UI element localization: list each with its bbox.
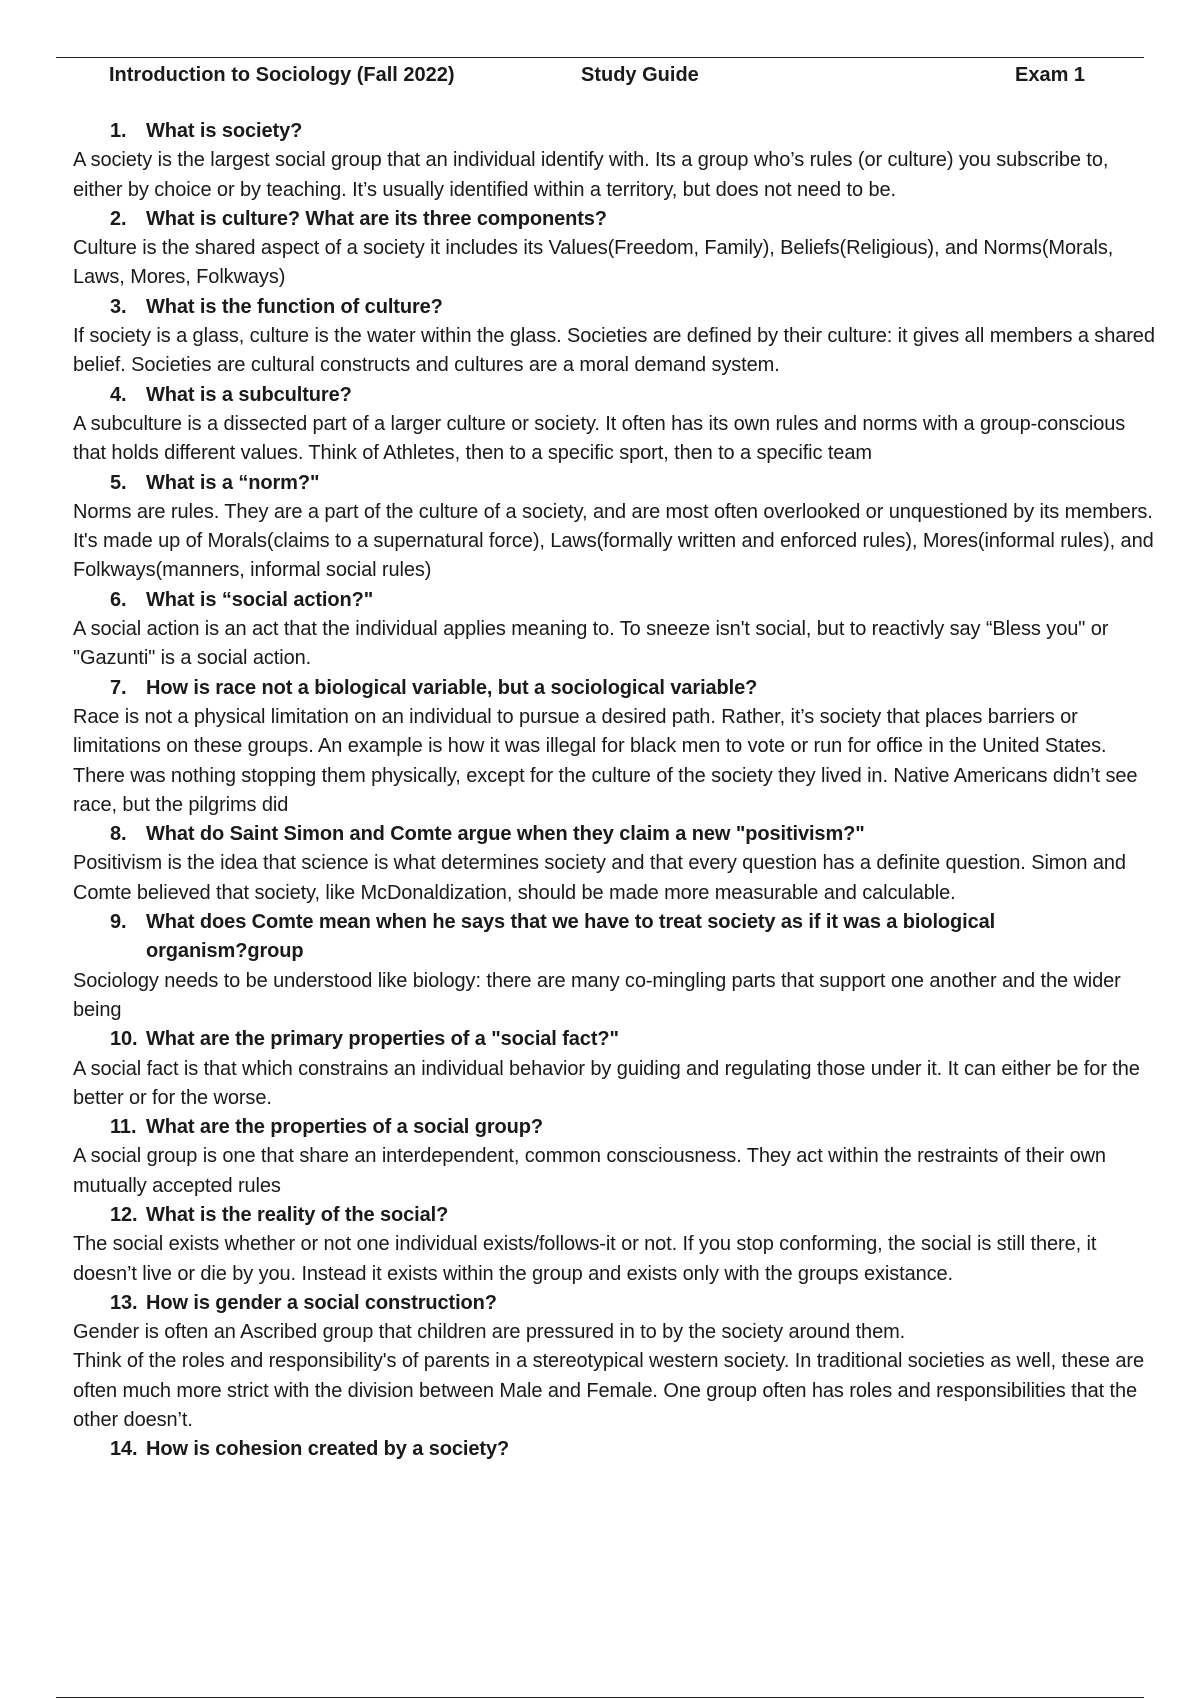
- question-text: What is “social action?": [146, 588, 374, 611]
- course-title: Introduction to Sociology (Fall 2022): [109, 64, 455, 86]
- answer-text: Positivism is the idea that science is what determines society and that every question has a definite question. Simon and Comte believed that society, like McDonaldization, should be made more measurable and calculable.: [73, 852, 1126, 904]
- question-number: 6.: [110, 588, 127, 611]
- question-heading: [73, 674, 1163, 703]
- answer-text: Race is not a physical limitation on an individual to pursue a desired path. Rather, it’s society that places barriers or limitations on these groups. An example is how it was illegal for black men to vote or run for office in the United States. There was nothing stopping them physically, except for the culture of the society they lived in. Native Americans didn’t see race, but the pilgrims did: [73, 705, 1138, 816]
- question-heading: [73, 205, 1163, 234]
- question-item: [73, 1201, 1163, 1289]
- document-type: Study Guide: [581, 64, 699, 86]
- question-text: What is the reality of the social?: [146, 1203, 449, 1226]
- answer-text: Culture is the shared aspect of a society it includes its Values(Freedom, Family), Beliefs(Religious), and Norms(Morals, Laws, Mores, Folkways): [73, 237, 1114, 289]
- page-header: [0, 60, 1200, 90]
- question-heading: [73, 908, 1163, 967]
- question-heading: [73, 586, 1163, 615]
- question-text: How is gender a social construction?: [146, 1291, 497, 1314]
- question-item: [73, 1435, 1163, 1464]
- answer-text: Gender is often an Ascribed group that children are pressured in to by the society around them.: [73, 1321, 906, 1344]
- question-heading: [73, 381, 1163, 410]
- footer-rule: [56, 1697, 1144, 1698]
- question-number: 13.: [110, 1291, 138, 1314]
- question-item: [73, 1113, 1163, 1201]
- question-heading: [73, 293, 1163, 322]
- question-text: What is culture? What are its three components?: [146, 207, 607, 230]
- question-item: [73, 205, 1163, 293]
- question-text: What is the function of culture?: [146, 295, 443, 318]
- question-heading: [73, 1201, 1163, 1230]
- answer-text: If society is a glass, culture is the water within the glass. Societies are defined by their culture: it gives all members a shared belief. Societies are cultural constructs and cultures are a moral demand system.: [73, 325, 1155, 377]
- question-heading: [73, 1025, 1163, 1054]
- header-top-rule: [56, 57, 1144, 58]
- question-text: What is a “norm?": [146, 471, 320, 494]
- question-number: 11.: [110, 1116, 137, 1139]
- question-text: What is society?: [146, 120, 303, 142]
- question-item: [73, 293, 1163, 381]
- question-heading: [73, 820, 1163, 849]
- answer-text: A social action is an act that the individual applies meaning to. To sneeze isn't social, but to reactivly say “Bless you" or "Gazunti" is a social action.: [73, 618, 1109, 670]
- question-item: [73, 820, 1163, 908]
- answer-text: A social fact is that which constrains an individual behavior by guiding and regulating those under it. It can either be for the better or for the worse.: [73, 1057, 1140, 1109]
- question-number: 9.: [110, 911, 127, 934]
- question-text: What does Comte mean when he says that we have to treat society as if it was a biological organism?group: [146, 911, 996, 963]
- question-number: 2.: [110, 207, 127, 230]
- question-item: [73, 908, 1163, 1025]
- question-number: 7.: [110, 676, 127, 699]
- question-number: 4.: [110, 383, 127, 406]
- question-number: 8.: [110, 823, 127, 846]
- question-number: 10.: [110, 1028, 138, 1051]
- exam-label: Exam 1: [1015, 64, 1086, 86]
- answer-text: Think of the roles and responsibility's of parents in a stereotypical western society. In traditional societies as well, these are often much more strict with the division between Male and Female. One group often has roles and responsibilities that the other doesn’t.: [73, 1350, 1144, 1432]
- question-text: What are the primary properties of a "social fact?": [146, 1028, 619, 1051]
- answer-text: A society is the largest social group that an individual identify with. Its a group who’s rules (or culture) you subscribe to, either by choice or by teaching. It’s usually identified within a territory, but does not need to be.: [73, 149, 1109, 201]
- question-text: How is cohesion created by a society?: [146, 1438, 510, 1461]
- question-item: [73, 674, 1163, 820]
- question-heading: [73, 1435, 1163, 1464]
- question-heading: [73, 117, 1163, 146]
- answer-text: Norms are rules. They are a part of the culture of a society, and are most often overlooked or unquestioned by its members. It's made up of Morals(claims to a supernatural force), Laws(formally written and enforced rules), Mores(informal rules), and Folkways(manners, informal social rules): [73, 500, 1154, 582]
- question-number: 12.: [110, 1203, 138, 1226]
- question-item: [73, 117, 1163, 205]
- question-item: [73, 1025, 1163, 1113]
- answer-text: The social exists whether or not one individual exists/follows-it or not. If you stop conforming, the social is still there, it doesn’t live or die by you. Instead it exists within the group and exists only with the groups existance.: [73, 1233, 1097, 1285]
- question-number: 5.: [110, 471, 127, 494]
- question-number: 1.: [110, 120, 127, 142]
- question-item: [73, 469, 1163, 586]
- question-item: [73, 381, 1163, 469]
- question-item: [73, 1289, 1163, 1435]
- study-guide-questions: [73, 117, 1163, 1465]
- question-text: What are the properties of a social group?: [146, 1116, 543, 1139]
- question-text: What do Saint Simon and Comte argue when they claim a new "positivism?": [146, 823, 865, 846]
- question-text: What is a subculture?: [146, 383, 352, 406]
- question-number: 14.: [110, 1438, 138, 1461]
- question-heading: [73, 1113, 1163, 1142]
- answer-text: A subculture is a dissected part of a larger culture or society. It often has its own rules and norms with a group-conscious that holds different values. Think of Athletes, then to a specific sport, then to a specific team: [73, 412, 1126, 465]
- answer-text: A social group is one that share an interdependent, common consciousness. They act within the restraints of their own mutually accepted rules: [73, 1145, 1106, 1197]
- question-text: How is race not a biological variable, but a sociological variable?: [146, 676, 758, 699]
- question-number: 3.: [110, 295, 127, 318]
- question-heading: [73, 1289, 1163, 1318]
- question-item: [73, 586, 1163, 674]
- question-heading: [73, 469, 1163, 498]
- answer-text: Sociology needs to be understood like biology: there are many co-mingling parts that support one another and the wider being: [73, 969, 1121, 1021]
